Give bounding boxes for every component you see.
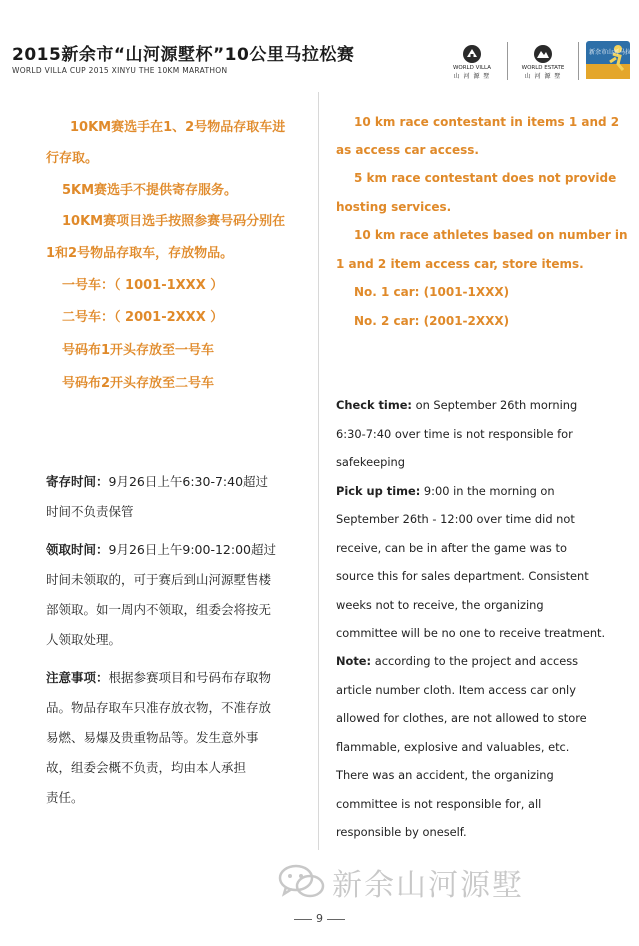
cn-orange-line: 行存取。 xyxy=(46,151,99,166)
en-note-line3: allowed for clothes, are not allowed to store xyxy=(336,711,587,725)
cn-orange-line: 一号车：（ 1001-1XXX ） xyxy=(62,278,224,293)
wechat-icon xyxy=(278,863,326,901)
cn-orange-line: 号码布1开头存放至一号车 xyxy=(62,343,215,358)
pick-line6: committee will be no one to receive treatment. xyxy=(336,626,606,640)
estate-emblem-icon xyxy=(533,44,553,64)
note-line4: 故，组委会概不负责，均由本人承担 xyxy=(46,760,247,775)
event-title-en: WORLD VILLA CUP 2015 XINYU THE 10KM MARATHON xyxy=(12,66,228,75)
pick-label: Pick up time: xyxy=(336,484,421,498)
en-note-line5: There was an accident, the organizing xyxy=(336,768,554,782)
logo2-cn: 山 河 源 墅 xyxy=(524,73,562,80)
sponsor-logos xyxy=(443,40,638,80)
storage-time-line2: 时间不负责保管 xyxy=(46,504,134,519)
note-text-cn: 根据参赛项目和号码布存取物 xyxy=(108,670,272,685)
pickup-time-line2: 时间未领取的，可于赛后到山河源墅售楼 xyxy=(46,572,272,587)
pickup-time-line3: 部领取。如一周内不领取，组委会将按无 xyxy=(46,602,272,617)
storage-text: 9月26日上午6:30-7:40超过 xyxy=(108,474,269,489)
check-line1 xyxy=(336,398,577,412)
page-number xyxy=(0,912,639,925)
page-header xyxy=(0,0,639,90)
note-label-cn: 注意事项： xyxy=(46,670,109,685)
column-divider xyxy=(318,92,319,850)
note-line2: 品。物品存取车只准存放衣物，不准存放 xyxy=(46,700,272,715)
cn-orange-line: 号码布2开头存放至二号车 xyxy=(62,376,215,391)
en-note-line7: responsible by oneself. xyxy=(336,825,467,839)
storage-label: 寄存时间： xyxy=(46,474,109,489)
check-line2: 6:30-7:40 over time is not responsible for xyxy=(336,427,573,441)
en-orange-line: 10 km race athletes based on number in xyxy=(354,228,628,242)
note-line5: 责任。 xyxy=(46,790,84,805)
en-orange-line: 1 and 2 item access car, store items. xyxy=(336,257,584,271)
en-note-line4: flammable, explosive and valuables, etc. xyxy=(336,740,570,754)
badge-text: 新余市山河马拉松 xyxy=(589,49,638,56)
cn-orange-line: 二号车：（ 2001-2XXX ） xyxy=(62,310,224,325)
en-orange-line: as access car access. xyxy=(336,143,479,157)
storage-time-line1 xyxy=(46,472,268,490)
pick-line2: September 26th - 12:00 over time did not xyxy=(336,512,575,526)
note-line1 xyxy=(46,668,271,686)
pickup-time-line4: 人领取处理。 xyxy=(46,632,122,647)
en-note-line2: article number cloth. Item access car only xyxy=(336,683,576,697)
marathon-badge xyxy=(585,40,638,80)
villa-emblem-icon xyxy=(462,44,482,64)
runner-badge-icon xyxy=(585,40,638,80)
logo-divider xyxy=(507,42,508,80)
en-note-line1 xyxy=(336,654,578,668)
en-orange-line: hosting services. xyxy=(336,200,452,214)
check-text: on September 26th morning xyxy=(412,398,578,412)
world-villa-logo xyxy=(443,44,501,80)
cn-orange-line: 10KM赛选手在1、2号物品存取车进 xyxy=(70,120,286,135)
check-line3: safekeeping xyxy=(336,455,405,469)
pick-line4: source this for sales department. Consistent xyxy=(336,569,589,583)
watermark-text: 新余山河源墅 xyxy=(332,868,524,903)
en-note-line6: committee is not responsible for, all xyxy=(336,797,542,811)
pick-line3: receive, can be in after the game was to xyxy=(336,541,567,555)
note-text-en: according to the project and access xyxy=(371,654,579,668)
en-orange-line: No. 1 car: (1001-1XXX) xyxy=(354,285,510,299)
logo2-en: WORLD ESTATE xyxy=(521,65,565,71)
world-estate-logo xyxy=(514,44,572,80)
note-label-en: Note: xyxy=(336,654,372,668)
pick-line5: weeks not to receive, the organizing xyxy=(336,598,544,612)
cn-orange-line: 5KM赛选手不提供寄存服务。 xyxy=(62,183,238,198)
wechat-watermark xyxy=(278,860,524,904)
pickup-time-line1 xyxy=(46,540,276,558)
pick-text: 9:00 in the morning on xyxy=(420,484,555,498)
logo-divider-2 xyxy=(578,42,579,80)
en-orange-line: 10 km race contestant in items 1 and 2 xyxy=(354,115,620,129)
en-orange-line: No. 2 car: (2001-2XXX) xyxy=(354,314,510,328)
pickup-label: 领取时间： xyxy=(46,542,109,557)
event-title-cn: 2015新余市“山河源墅杯”10公里马拉松赛 xyxy=(12,45,355,65)
pickup-text: 9月26日上午9:00-12:00超过 xyxy=(108,542,276,557)
page-number-text: 9 xyxy=(316,912,323,925)
en-orange-line: 5 km race contestant does not provide xyxy=(354,171,617,185)
cn-orange-line: 1和2号物品存取车，存放物品。 xyxy=(46,246,234,261)
cn-orange-line: 10KM赛项目选手按照参赛号码分别在 xyxy=(62,214,286,229)
check-label: Check time: xyxy=(336,398,412,412)
pick-line1 xyxy=(336,484,555,498)
note-line3: 易燃、易爆及贵重物品等。发生意外事 xyxy=(46,730,259,745)
logo1-cn: 山 河 源 墅 xyxy=(453,73,491,80)
logo1-en: WORLD VILLA xyxy=(452,65,492,71)
